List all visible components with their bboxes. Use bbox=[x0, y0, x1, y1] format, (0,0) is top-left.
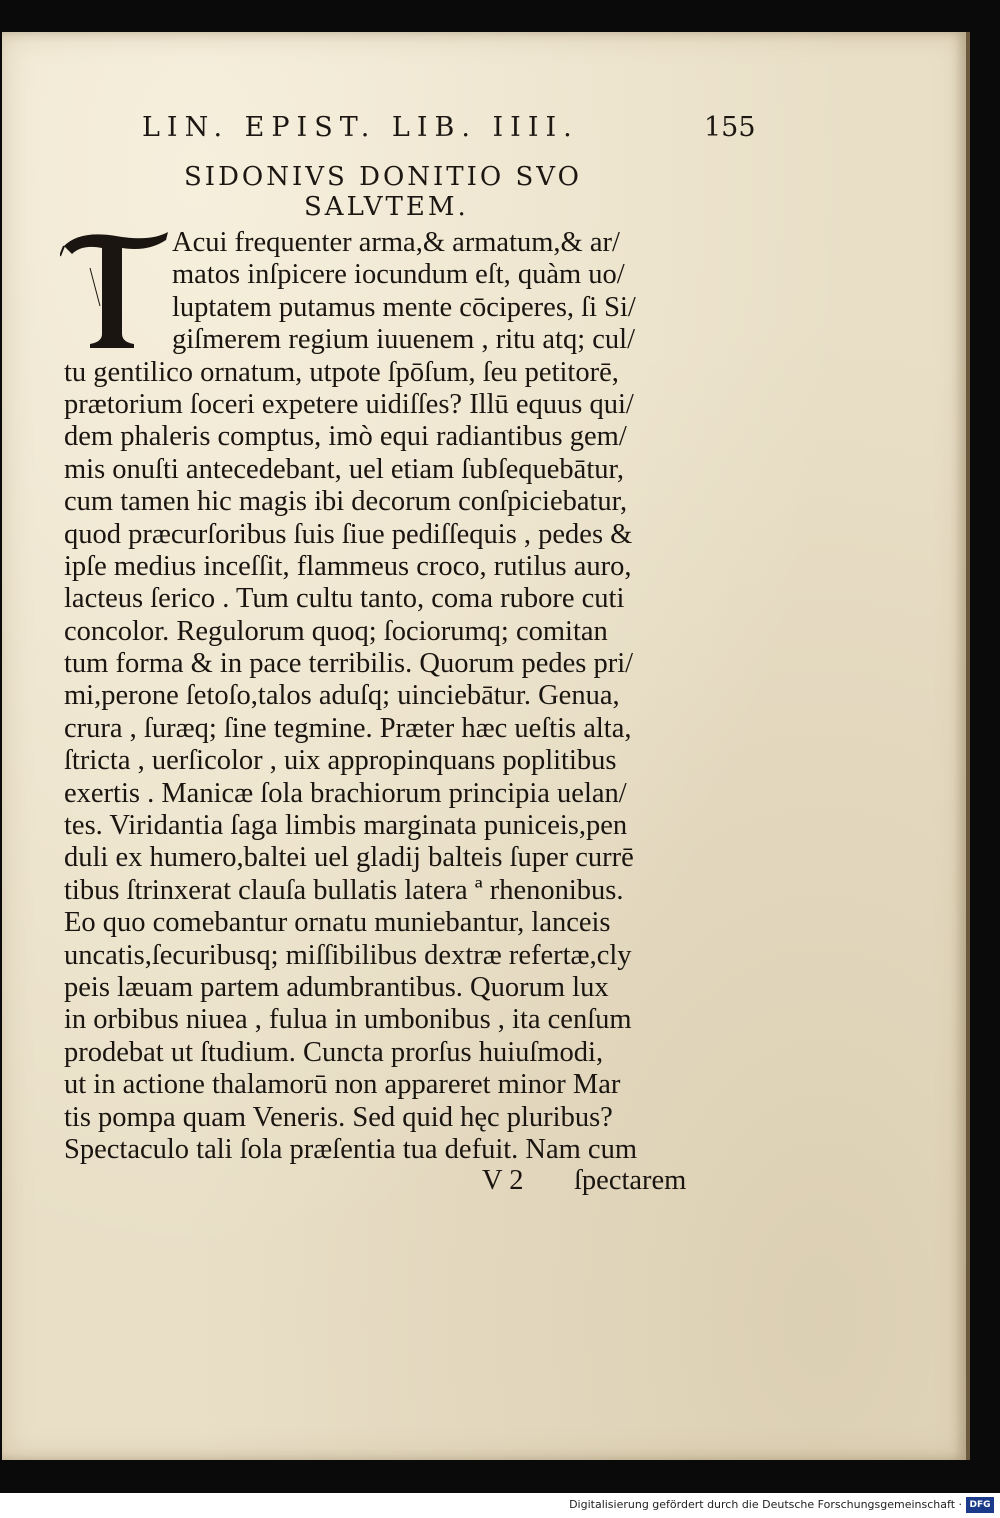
footer-credit: Digitalisierung gefördert durch die Deutsche Forschungsgemeinschaft · bbox=[569, 1498, 962, 1511]
text-line: prodebat ut ſtudium. Cuncta prorſus huiuſmodi, bbox=[64, 1036, 604, 1068]
text-line: dem phaleris comptus, imò equi radiantibus gem/ bbox=[64, 421, 627, 453]
text-line: Acui frequenter arma,& armatum,& ar/ bbox=[172, 227, 620, 258]
text-line: tu gentilico ornatum, utpote ſpōſum, ſeu petitorē, bbox=[64, 356, 619, 388]
page-edge bbox=[966, 32, 970, 1460]
text-line: ipſe medius inceſſit, flammeus croco, rutilus auro, bbox=[64, 550, 632, 582]
text-line: matos inſpicere iocundum eſt, quàm uo/ bbox=[172, 259, 625, 291]
text-line: mi,perone ſetoſo,talos aduſq; uinciebātur. Genua, bbox=[64, 680, 620, 712]
text-line: concolor. Regulorum quoq; ſociorumq; comitan bbox=[64, 615, 608, 647]
text-line: ſtricta , uerſicolor , uix appropinquans poplitibus bbox=[64, 745, 617, 777]
text-line: Spectaculo tali ſola præſentia tua defuit. Nam cum bbox=[64, 1133, 637, 1165]
text-line: Eo quo comebantur ornatu muniebantur, lanceis bbox=[64, 907, 611, 939]
text-line: cum tamen hic magis ibi decorum conſpiciebatur, bbox=[64, 486, 628, 518]
text-line: crura , ſuræq; ſine tegmine. Præter hæc ueſtis alta, bbox=[64, 712, 632, 744]
text-line: in orbibus niuea , fulua in umbonibus , ita cenſum bbox=[64, 1004, 632, 1036]
text-line: peis læuam partem adumbrantibus. Quorum lux bbox=[64, 971, 609, 1003]
text-line: tis pompa quam Veneris. Sed quid hęc pluribus? bbox=[64, 1101, 613, 1133]
text-line: quod præcurſoribus ſuis ſiue pediſſequis , pedes & bbox=[64, 518, 633, 550]
text-line: exertis . Manicæ ſola brachiorum principia uelan/ bbox=[64, 777, 627, 809]
text-line: luptatem putamus mente cōciperes, ſi Si/ bbox=[172, 291, 636, 323]
text-line: tes. Viridantia ſaga limbis marginata puniceis,pen bbox=[64, 810, 628, 842]
text-line: lacteus ſerico . Tum cultu tanto, coma rubore cuti bbox=[64, 583, 625, 615]
dfg-logo: DFG bbox=[966, 1497, 994, 1513]
letter-heading-line-2: SALVTEM. bbox=[304, 192, 469, 222]
letter-heading-line-1: SIDONIVS DONITIO SVO bbox=[184, 162, 582, 192]
text-line: ut in actione thalamorū non appareret minor Mar bbox=[64, 1069, 621, 1101]
text-line: uncatis,ſecuribusq; miſſibilibus dextræ refertæ,cly bbox=[64, 939, 632, 971]
folio-number: 155 bbox=[704, 112, 756, 143]
catchword-line bbox=[64, 1165, 704, 1199]
letter-body bbox=[64, 227, 704, 1166]
catchword: ſpectarem bbox=[574, 1165, 687, 1196]
text-line: tibus ſtrinxerat clauſa bullatis latera ª rhenonibus. bbox=[64, 874, 624, 906]
running-head: LIN. EPIST. LIB. IIII. bbox=[142, 112, 579, 143]
digitization-footer bbox=[0, 1493, 1000, 1518]
letter-heading bbox=[184, 162, 604, 222]
text-line: prætorium ſoceri expetere uidiſſes? Illū equus qui/ bbox=[64, 388, 634, 420]
text-line: tum forma & in pace terribilis. Quorum pedes pri/ bbox=[64, 648, 634, 680]
text-line: giſmerem regium iuuenem , ritu atq; cul/ bbox=[172, 324, 635, 356]
signature-mark: V 2 bbox=[482, 1165, 524, 1196]
text-line: duli ex humero,baltei uel gladij balteis ſuper currē bbox=[64, 842, 634, 874]
text-line: mis onuſti antecedebant, uel etiam ſubſequebātur, bbox=[64, 453, 624, 485]
